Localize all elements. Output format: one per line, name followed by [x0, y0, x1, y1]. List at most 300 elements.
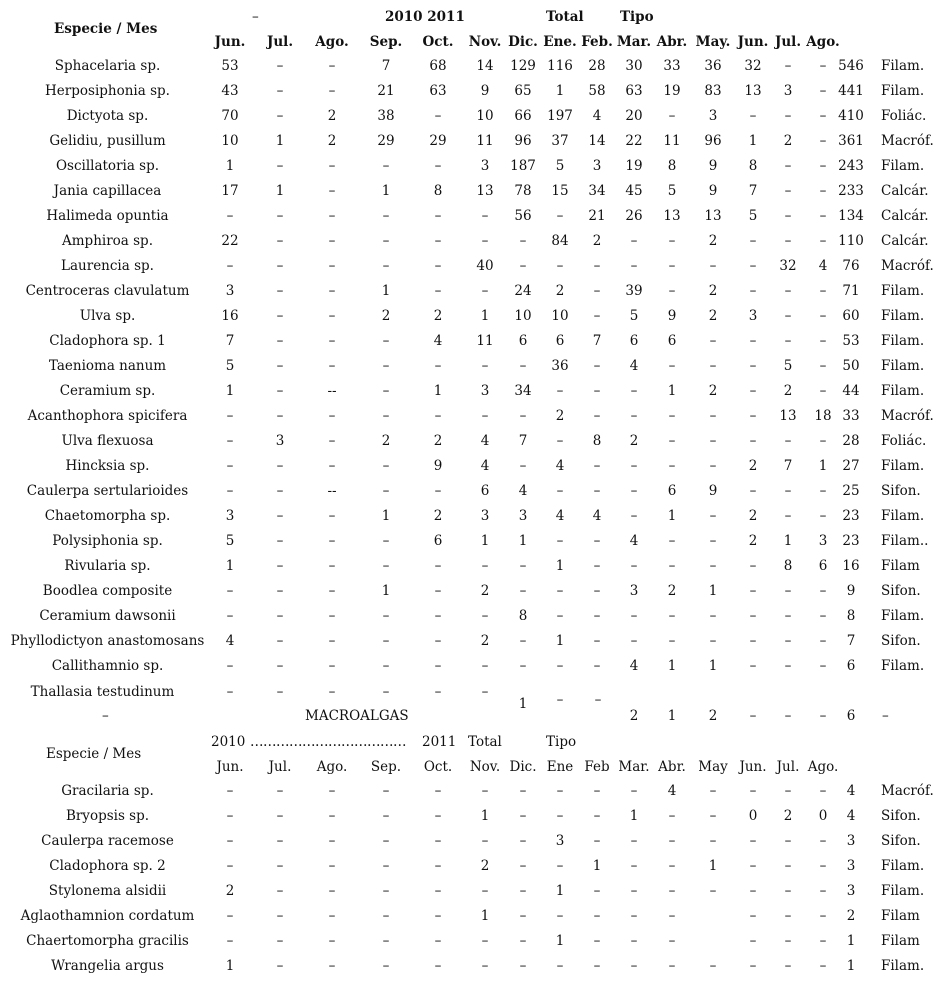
cell-value: 1 — [555, 933, 565, 949]
row-total: 3 — [846, 833, 856, 849]
cell-value: – — [668, 433, 676, 449]
cell-value: – — [668, 458, 676, 474]
cell-value: 32 — [744, 58, 762, 74]
cell-value: 2 — [433, 508, 443, 524]
species-name: Sphacelaria sp. — [54, 58, 161, 74]
cell-value: – — [668, 808, 676, 824]
cell-value: – — [434, 558, 442, 574]
cell-value: 2 — [433, 433, 443, 449]
cell-value: 4 — [629, 533, 639, 549]
month-header: Sep. — [369, 34, 403, 50]
cell-value: – — [749, 833, 757, 849]
cell-value: – — [382, 158, 390, 174]
cell-value: 36 — [551, 358, 569, 374]
row-tipo: Macróf. — [881, 783, 934, 799]
cell-value: – — [819, 208, 827, 224]
cell-value: – — [784, 658, 792, 674]
cell-value: 56 — [514, 208, 532, 224]
cell-value: – — [709, 458, 717, 474]
cell-value: – — [784, 108, 792, 124]
cell-value: – — [276, 908, 284, 924]
cell-value: – — [556, 533, 564, 549]
row-total: 233 — [838, 183, 864, 199]
cell-value: – — [749, 933, 757, 949]
cell-value: – — [481, 883, 489, 899]
species-name: Cladophora sp. 1 — [49, 333, 166, 349]
cell-value: – — [519, 233, 527, 249]
cell-value: – — [382, 558, 390, 574]
species-name: Ceramium sp. — [59, 383, 156, 399]
cell-value: 3 — [708, 108, 718, 124]
cell-value: – — [434, 908, 442, 924]
cell-value: – — [519, 358, 527, 374]
cell-value: – — [630, 933, 638, 949]
cell-value: 2 — [708, 308, 718, 324]
cell-value: – — [819, 933, 827, 949]
species-name: Halimeda opuntia — [46, 208, 169, 224]
row-tipo: Filam. — [881, 333, 925, 349]
cell-value: 116 — [547, 58, 573, 74]
cell-value: 0 — [818, 808, 828, 824]
cell-value: 5 — [748, 208, 758, 224]
cell-value: – — [556, 583, 564, 599]
cell-value: 8 — [748, 158, 758, 174]
cell-value: – — [481, 283, 489, 299]
cell-value: – — [819, 833, 827, 849]
month-header: Mar. — [618, 759, 650, 775]
cell-value: – — [594, 692, 602, 708]
cell-value: 5 — [629, 308, 639, 324]
cell-value: – — [819, 383, 827, 399]
cell-value: 3 — [518, 508, 528, 524]
cell-value: 13 — [663, 208, 681, 224]
cell-value: 3 — [818, 533, 828, 549]
cell-value: – — [434, 833, 442, 849]
cell-value: 4 — [592, 108, 602, 124]
cell-value: – — [668, 958, 676, 974]
row-total: 6 — [846, 658, 856, 674]
cell-value: – — [668, 108, 676, 124]
cell-value: – — [382, 658, 390, 674]
cell-value: – — [556, 608, 564, 624]
cell-value: – — [382, 483, 390, 499]
cell-value: – — [630, 958, 638, 974]
cell-value: 1 — [480, 308, 490, 324]
cell-value: – — [382, 358, 390, 374]
cell-value: 34 — [588, 183, 606, 199]
species-name: Caulerpa racemose — [41, 833, 174, 849]
cell-value: – — [519, 583, 527, 599]
cell-value: – — [519, 908, 527, 924]
cell-value: – — [709, 608, 717, 624]
cell-value: 7 — [783, 458, 793, 474]
cell-value: – — [593, 408, 601, 424]
cell-value: 2 — [381, 433, 391, 449]
cell-value: 19 — [663, 83, 681, 99]
month-header: Jun. — [737, 34, 769, 50]
cell-value: 5 — [783, 358, 793, 374]
cell-value: 2 — [381, 308, 391, 324]
species-name: Bryopsis sp. — [65, 808, 150, 824]
cell-value: 2 — [327, 133, 337, 149]
cell-value: 3 — [480, 508, 490, 524]
cell-value: – — [819, 483, 827, 499]
cell-value: 5 — [225, 533, 235, 549]
cell-value: – — [668, 233, 676, 249]
cell-value: – — [819, 708, 827, 724]
cell-value: 36 — [704, 58, 722, 74]
row-total: 546 — [838, 58, 864, 74]
cell-value: – — [519, 458, 527, 474]
cell-value: – — [276, 533, 284, 549]
row-total: 9 — [846, 583, 856, 599]
cell-value: 38 — [377, 108, 395, 124]
cell-value: – — [328, 583, 336, 599]
cell-value: – — [556, 958, 564, 974]
cell-value: – — [519, 808, 527, 824]
cell-value: – — [668, 883, 676, 899]
cell-value: – — [382, 533, 390, 549]
cell-value: – — [819, 83, 827, 99]
cell-value: – — [819, 108, 827, 124]
cell-value: – — [328, 158, 336, 174]
cell-value: – — [276, 583, 284, 599]
cell-value: 1 — [433, 383, 443, 399]
cell-value: 10 — [551, 308, 569, 324]
species-name: Callithamnio sp. — [51, 658, 164, 674]
species-name: Herposiphonia sp. — [45, 83, 170, 99]
month-header: Jul. — [774, 34, 802, 50]
cell-value: – — [226, 658, 234, 674]
cell-value: – — [749, 908, 757, 924]
cell-value: 2 — [708, 708, 718, 724]
cell-value: – — [481, 783, 489, 799]
month-header: Abr. — [656, 34, 688, 50]
row-tipo: Calcár. — [881, 208, 929, 224]
month-header: Abr. — [658, 759, 686, 775]
cell-value: – — [668, 633, 676, 649]
cell-value: – — [668, 283, 676, 299]
cell-value: – — [593, 783, 601, 799]
cell-value: 58 — [588, 83, 606, 99]
total-label: Total — [546, 9, 584, 25]
cell-value: – — [481, 608, 489, 624]
macroalgas-label: MACROALGAS — [305, 708, 409, 724]
cell-value: 2 — [708, 383, 718, 399]
cell-value: 16 — [221, 308, 239, 324]
cell-value: 6 — [667, 483, 677, 499]
cell-value: 4 — [667, 783, 677, 799]
cell-value: – — [749, 333, 757, 349]
cell-value: 4 — [433, 333, 443, 349]
cell-value: 63 — [625, 83, 643, 99]
row-total: 134 — [838, 208, 864, 224]
cell-value: – — [276, 208, 284, 224]
cell-value: 63 — [429, 83, 447, 99]
month-header: May. — [695, 34, 731, 50]
cell-value: – — [226, 258, 234, 274]
month-header: Jun. — [739, 759, 767, 775]
cell-value: 2 — [225, 883, 235, 899]
cell-value: – — [328, 608, 336, 624]
cell-value: – — [519, 258, 527, 274]
cell-value: 2 — [480, 858, 490, 874]
cell-value: – — [556, 858, 564, 874]
cell-value: 65 — [514, 83, 532, 99]
cell-value: -- — [327, 483, 337, 499]
cell-value: 33 — [663, 58, 681, 74]
cell-value: 2 — [783, 808, 793, 824]
cell-value: 1 — [480, 533, 490, 549]
species-name: Gelidiu, pusillum — [49, 133, 166, 149]
species-name: Ulva flexuosa — [61, 433, 154, 449]
cell-value: 2 — [480, 633, 490, 649]
cell-value: – — [749, 383, 757, 399]
month-header: Nov. — [469, 759, 501, 775]
cell-value: – — [630, 833, 638, 849]
row-total: 1 — [846, 933, 856, 949]
cell-value: 1 — [518, 696, 528, 712]
cell-value: 13 — [779, 408, 797, 424]
cell-value: – — [276, 408, 284, 424]
cell-value: – — [276, 808, 284, 824]
cell-value: 2 — [708, 283, 718, 299]
cell-value: – — [434, 608, 442, 624]
cell-value: 5 — [555, 158, 565, 174]
cell-value: 78 — [514, 183, 532, 199]
cell-value: – — [593, 483, 601, 499]
cell-value: – — [434, 808, 442, 824]
cell-value: 1 — [708, 583, 718, 599]
cell-value: – — [749, 633, 757, 649]
cell-value: 1 — [381, 508, 391, 524]
cell-value: – — [749, 233, 757, 249]
cell-value: – — [434, 583, 442, 599]
cell-value: – — [784, 858, 792, 874]
cell-value: 3 — [225, 508, 235, 524]
cell-value: – — [819, 233, 827, 249]
cell-value: – — [434, 633, 442, 649]
cell-value: – — [556, 808, 564, 824]
cell-value: 1 — [667, 383, 677, 399]
row-total: 243 — [838, 158, 864, 174]
years-label: 2010 2011 — [385, 9, 465, 25]
cell-value: 53 — [221, 58, 239, 74]
cell-value: 11 — [476, 133, 494, 149]
row-total: 110 — [838, 233, 864, 249]
row-total: 33 — [842, 408, 860, 424]
cell-value: – — [226, 433, 234, 449]
cell-value: – — [328, 58, 336, 74]
cell-value: – — [328, 183, 336, 199]
row-total: 50 — [842, 358, 860, 374]
cell-value: 11 — [476, 333, 494, 349]
cell-value: – — [481, 658, 489, 674]
row-total: 7 — [846, 633, 856, 649]
cell-value: 4 — [555, 458, 565, 474]
cell-value: – — [519, 633, 527, 649]
cell-value: – — [749, 408, 757, 424]
cell-value: – — [556, 208, 564, 224]
cell-value: 3 — [783, 83, 793, 99]
species-name: Ceramium dawsonii — [39, 608, 176, 624]
cell-value: – — [749, 608, 757, 624]
cell-value: – — [481, 933, 489, 949]
cell-value: – — [276, 783, 284, 799]
cell-value: 197 — [547, 108, 573, 124]
row-total: 71 — [842, 283, 860, 299]
row-tipo: Filam. — [881, 158, 925, 174]
cell-value: 1 — [381, 583, 391, 599]
cell-value: 30 — [625, 58, 643, 74]
species-name: Aglaothamnion cordatum — [20, 908, 195, 924]
dots-leader: ……………………………… — [250, 734, 406, 750]
cell-value: 3 — [480, 383, 490, 399]
cell-value: – — [630, 783, 638, 799]
cell-value: – — [226, 833, 234, 849]
cell-value: 6 — [629, 333, 639, 349]
cell-value: – — [382, 458, 390, 474]
cell-value: 5 — [667, 183, 677, 199]
cell-value: 10 — [514, 308, 532, 324]
species-name: Laurencia sp. — [61, 258, 154, 274]
cell-value: 1 — [748, 133, 758, 149]
cell-value: – — [668, 408, 676, 424]
cell-value: – — [593, 808, 601, 824]
cell-value: – — [328, 308, 336, 324]
cell-value: – — [593, 908, 601, 924]
cell-value: – — [630, 258, 638, 274]
row-tipo: Macróf. — [881, 133, 934, 149]
cell-value: 7 — [225, 333, 235, 349]
cell-value: – — [556, 433, 564, 449]
cell-value: 45 — [625, 183, 643, 199]
row-total: 4 — [846, 783, 856, 799]
cell-value: – — [784, 958, 792, 974]
cell-value: – — [593, 583, 601, 599]
cell-value: 66 — [514, 108, 532, 124]
cell-value: – — [630, 883, 638, 899]
cell-value: 3 — [225, 283, 235, 299]
species-name: Wrangelia argus — [51, 958, 164, 974]
cell-value: 9 — [708, 483, 718, 499]
row-total: 8 — [846, 608, 856, 624]
cell-value: – — [328, 633, 336, 649]
row-tipo: Sifon. — [881, 583, 921, 599]
cell-value: 8 — [667, 158, 677, 174]
cell-value: – — [668, 533, 676, 549]
cell-value: 68 — [429, 58, 447, 74]
cell-value: – — [276, 958, 284, 974]
cell-value: – — [276, 684, 284, 700]
cell-value: – — [481, 233, 489, 249]
cell-value: – — [819, 908, 827, 924]
month-header: Jul. — [266, 34, 294, 50]
cell-value: 2 — [480, 583, 490, 599]
row-total: 25 — [842, 483, 860, 499]
cell-value: 1 — [555, 558, 565, 574]
species-name: Gracilaria sp. — [61, 783, 154, 799]
cell-value: – — [709, 958, 717, 974]
cell-value: – — [328, 458, 336, 474]
cell-value: – — [819, 608, 827, 624]
cell-value: 3 — [629, 583, 639, 599]
cell-value: 8 — [433, 183, 443, 199]
cell-value: – — [819, 133, 827, 149]
cell-value: – — [434, 408, 442, 424]
cell-value: – — [709, 558, 717, 574]
species-name: Jania capillacea — [53, 183, 162, 199]
cell-value: – — [276, 108, 284, 124]
month-header: Ago. — [806, 34, 840, 50]
cell-value: – — [819, 783, 827, 799]
species-name: Phyllodictyon anastomosans — [10, 633, 205, 649]
row-total: 4 — [846, 808, 856, 824]
cell-value: 22 — [625, 133, 643, 149]
cell-value: – — [784, 233, 792, 249]
cell-value: – — [481, 558, 489, 574]
cell-value: – — [749, 708, 757, 724]
species-name: Taenioma nanum — [48, 358, 167, 374]
month-header: Ene. — [543, 34, 577, 50]
cell-value: 14 — [588, 133, 606, 149]
cell-value: – — [382, 833, 390, 849]
cell-value: 2 — [783, 383, 793, 399]
cell-value: – — [481, 358, 489, 374]
cell-value: – — [434, 783, 442, 799]
cell-value: – — [226, 783, 234, 799]
cell-value: – — [519, 883, 527, 899]
cell-value: 17 — [221, 183, 239, 199]
cell-value: – — [556, 658, 564, 674]
year-end: 2011 — [422, 734, 457, 750]
cell-value: 2 — [748, 458, 758, 474]
cell-value: – — [593, 608, 601, 624]
cell-value: – — [276, 833, 284, 849]
cell-value: – — [749, 883, 757, 899]
cell-value: 13 — [476, 183, 494, 199]
cell-value: – — [630, 483, 638, 499]
row-tipo: Filam — [881, 558, 920, 574]
cell-value: – — [784, 783, 792, 799]
cell-value: – — [630, 633, 638, 649]
row-total: 361 — [838, 133, 864, 149]
cell-value: – — [749, 958, 757, 974]
cell-value: 6 — [480, 483, 490, 499]
cell-value: 4 — [480, 433, 490, 449]
cell-value: 9 — [433, 458, 443, 474]
header-dash: – — [252, 9, 259, 25]
row-tipo: Filam. — [881, 383, 925, 399]
cell-value: – — [630, 233, 638, 249]
cell-value: 129 — [510, 58, 536, 74]
row-tipo: Calcár. — [881, 233, 929, 249]
cell-value: – — [819, 333, 827, 349]
cell-value: – — [276, 233, 284, 249]
cell-value: – — [709, 258, 717, 274]
species-name: Polysiphonia sp. — [52, 533, 163, 549]
row-total: 6 — [846, 708, 856, 724]
cell-value: 187 — [510, 158, 536, 174]
cell-value: 2 — [433, 308, 443, 324]
cell-value: 9 — [480, 83, 490, 99]
cell-value: – — [382, 208, 390, 224]
row-tipo: Filam — [881, 908, 920, 924]
cell-value: – — [593, 633, 601, 649]
cell-value: 39 — [625, 283, 643, 299]
cell-value: – — [382, 258, 390, 274]
cell-value: – — [668, 608, 676, 624]
